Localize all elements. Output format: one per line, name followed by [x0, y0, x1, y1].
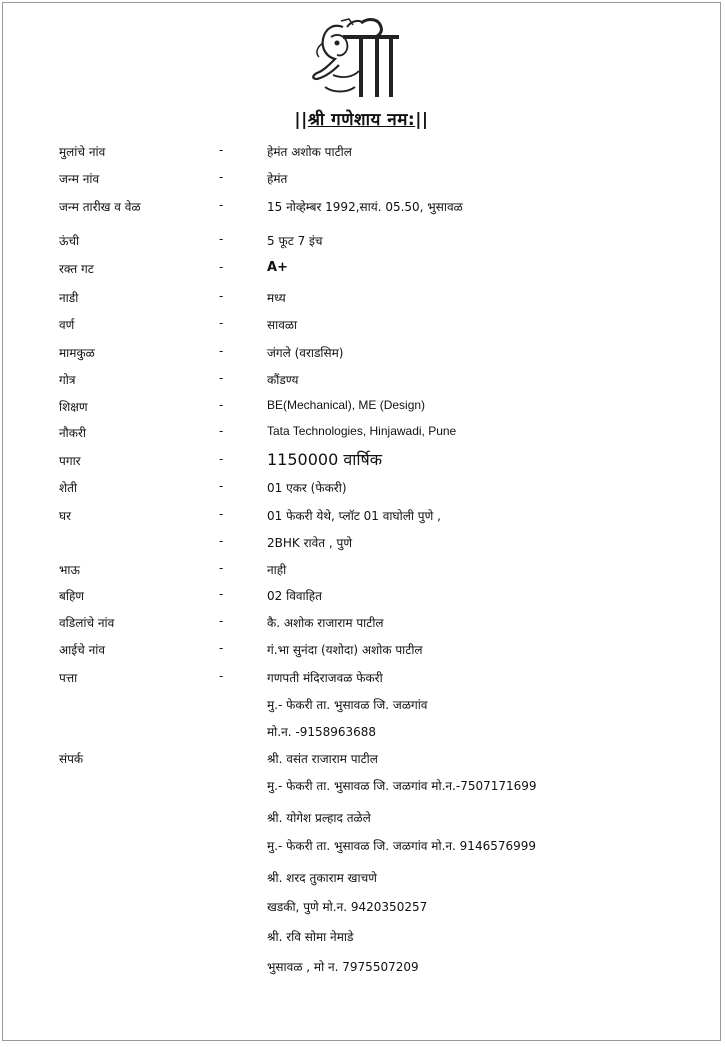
field-row-house-2	[3, 534, 720, 556]
field-label: गोत्र	[59, 373, 76, 387]
address-row	[3, 696, 720, 718]
field-value: कै. अशोक राजाराम पाटील	[267, 616, 384, 630]
field-row-complexion	[3, 316, 720, 338]
field-row-sister	[3, 587, 720, 609]
field-label: नौकरी	[59, 426, 87, 440]
field-separator: -	[219, 316, 224, 330]
field-label: घर	[59, 509, 72, 523]
field-separator: -	[219, 561, 224, 575]
page-title	[3, 107, 720, 130]
field-row-blood-group	[3, 260, 720, 282]
field-row-education	[3, 398, 720, 420]
contact-row	[3, 809, 720, 831]
field-label: मुलांचे नांव	[59, 145, 106, 159]
field-value: A+	[267, 260, 288, 275]
field-row-birth-date	[3, 198, 720, 220]
field-value: 01 फेकरी येथे, प्लॉट 01 वाघोली पुणे ,	[267, 509, 441, 523]
field-row-height	[3, 232, 720, 254]
field-separator: -	[219, 587, 224, 601]
field-value: Tata Technologies, Hinjawadi, Pune	[267, 424, 457, 438]
contact-row	[3, 837, 720, 859]
field-row-mother	[3, 641, 720, 663]
field-value: मध्य	[267, 291, 286, 305]
ganesha-shree-logo-icon	[303, 13, 403, 101]
contact-line: मु.- फेकरी ता. भुसावळ जि. जळगांव मो.न.-7507171699	[267, 779, 537, 793]
field-separator: -	[219, 614, 224, 628]
contact-row	[3, 750, 720, 772]
field-value: गं.भा सुनंदा (यशोदा) अशोक पाटील	[267, 643, 423, 657]
field-value: 02 विवाहित	[267, 589, 322, 603]
contact-row	[3, 928, 720, 950]
field-separator: -	[219, 198, 224, 212]
field-value: 5 फूट 7 इंच	[267, 234, 323, 248]
field-value: हेमंत अशोक पाटील	[267, 145, 352, 159]
contact-line: भुसावळ , मो न. 7975507209	[267, 960, 419, 974]
address-label: पत्ता	[59, 671, 78, 685]
field-separator: -	[219, 398, 224, 412]
field-label: जन्म नांव	[59, 172, 100, 186]
biodata-page	[2, 2, 721, 1041]
field-label: बहिण	[59, 589, 85, 603]
field-value: 01 एकर (फेकरी)	[267, 481, 347, 495]
field-label: ऊंची	[59, 234, 80, 248]
field-value: 2BHK रावेत , पुणे	[267, 536, 353, 550]
field-label: रक्त गट	[59, 262, 94, 276]
field-label: पगार	[59, 454, 81, 468]
field-separator: -	[219, 143, 224, 157]
field-value: 1150000 वार्षिक	[267, 450, 383, 469]
contact-row	[3, 898, 720, 920]
field-separator: -	[219, 452, 224, 466]
field-separator: -	[219, 260, 224, 274]
field-value: जंगले (वराडसिम)	[267, 346, 344, 360]
field-row-nadi	[3, 289, 720, 311]
field-value: सावळा	[267, 318, 298, 332]
contact-line: श्री. रवि सोमा नेमाडे	[267, 930, 354, 944]
field-label: मामकुळ	[59, 346, 95, 360]
field-separator: -	[219, 170, 224, 184]
contact-row	[3, 869, 720, 891]
field-label: भाऊ	[59, 563, 80, 577]
field-label: आईचे नांव	[59, 643, 106, 657]
contact-line: श्री. वसंत राजाराम पाटील	[267, 752, 378, 766]
field-row-birth-name	[3, 170, 720, 192]
address-row	[3, 723, 720, 745]
field-label: नाडी	[59, 291, 79, 305]
field-row-farm	[3, 479, 720, 501]
field-separator: -	[219, 232, 224, 246]
title-prefix: ||	[294, 110, 308, 130]
address-row	[3, 669, 720, 691]
field-value: BE(Mechanical), ME (Design)	[267, 398, 426, 412]
field-separator: -	[219, 424, 224, 438]
field-row-brother	[3, 561, 720, 583]
address-line: गणपती मंदिराजवळ फेकरी	[267, 671, 383, 685]
field-separator: -	[219, 479, 224, 493]
field-row-mamkul	[3, 344, 720, 366]
field-label: वर्ण	[59, 318, 75, 332]
field-value: 15 नोव्हेम्बर 1992,सायं. 05.50, भुसावळ	[267, 200, 463, 214]
field-row-father	[3, 614, 720, 636]
field-label: शेती	[59, 481, 78, 495]
title-text: श्री गणेशाय नम:	[307, 110, 416, 130]
address-line: मो.न. -9158963688	[267, 725, 377, 739]
field-value: नाही	[267, 563, 287, 577]
field-row-salary	[3, 452, 720, 474]
contact-row	[3, 958, 720, 980]
contact-line: श्री. शरद तुकाराम खाचणे	[267, 871, 377, 885]
field-row-gotra	[3, 371, 720, 393]
field-separator: -	[219, 344, 224, 358]
contact-line: मु.- फेकरी ता. भुसावळ जि. जळगांव मो.न. 9146576999	[267, 839, 537, 853]
contact-row	[3, 777, 720, 799]
contact-line: खडकी, पुणे मो.न. 9420350257	[267, 900, 428, 914]
field-separator: -	[219, 507, 224, 521]
field-value: कौंडण्य	[267, 373, 299, 387]
title-suffix: ||	[415, 110, 429, 130]
field-label: वडिलांचे नांव	[59, 616, 115, 630]
field-separator: -	[219, 669, 224, 683]
address-line: मु.- फेकरी ता. भुसावळ जि. जळगांव	[267, 698, 428, 712]
field-separator: -	[219, 534, 224, 548]
field-label: शिक्षण	[59, 400, 88, 414]
contact-label: संपर्क	[59, 752, 84, 766]
field-row-house	[3, 507, 720, 529]
field-separator: -	[219, 371, 224, 385]
field-label: जन्म तारीख व वेळ	[59, 200, 141, 214]
field-value: हेमंत	[267, 172, 288, 186]
field-row-name	[3, 143, 720, 165]
field-separator: -	[219, 641, 224, 655]
contact-line: श्री. योगेश प्रल्हाद तळेले	[267, 811, 371, 825]
field-separator: -	[219, 289, 224, 303]
field-row-job	[3, 424, 720, 446]
